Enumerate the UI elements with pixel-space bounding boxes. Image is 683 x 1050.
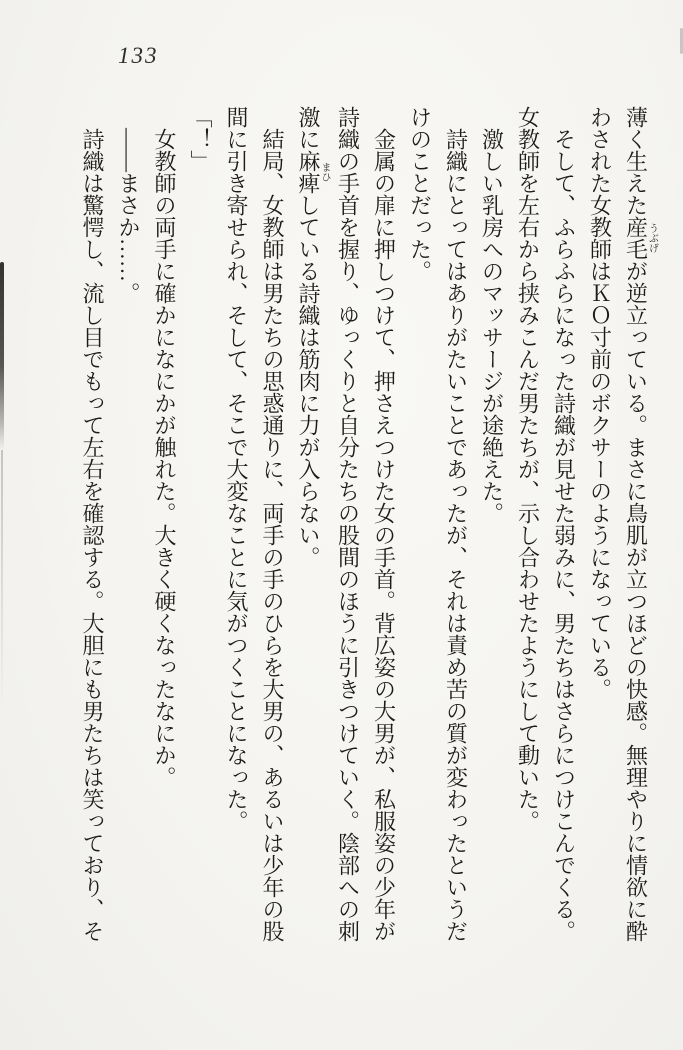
text-column: けのことだった。 — [407, 106, 433, 282]
text-column: 女教師の両手に確かになにかが触れた。大きく硬くなったなにか。 — [152, 128, 177, 788]
page-number: 133 — [118, 43, 159, 68]
scan-artifact-left-edge-faint — [1, 450, 3, 710]
text-column: そして、ふらふらになった詩織が見せた弱みに、男たちはさらにつけこんでくる。 — [551, 128, 577, 942]
text-column: 激しい乳房へのマッサージが途絶えた。 — [479, 128, 505, 524]
text-column: 薄く生えた産毛うぶげが逆立っている。まさに鳥肌が立つほどの快感。無理やりに情欲に酔 — [623, 106, 658, 942]
text-column: 結局、女教師は男たちの思惑通りに、両手の手のひらを大男の、あるいは少年の股 — [260, 128, 285, 942]
ruby-annotated-word: 麻痺まひ — [296, 150, 330, 194]
body-text — [74, 106, 657, 946]
text-column: 詩織は驚愕し、流し目でもって左右を確認する。大胆にも男たちは笑っており、そ — [80, 128, 105, 942]
furigana: うぶげ — [646, 216, 658, 260]
text-column: 金属の扉に押しつけて、押さえつけた女の手首。背広姿の大男が、私服姿の少年が — [371, 128, 397, 942]
text-column: 激に麻痺まひしている詩織は筋肉に力が入らない。 — [296, 106, 330, 568]
text-column: 女教師を左右から挟みこんだ男たちが、示し合わせたようにして動いた。 — [515, 106, 541, 832]
text-column: 詩織の手首を握り、ゆっくりと自分たちの股間のほうに引きつけていく。陰部への刺 — [335, 106, 361, 942]
text-column: 間に引き寄せられ、そして、そこで大変なことに気がつくことになった。 — [224, 106, 249, 832]
scan-artifact-left-edge — [0, 262, 4, 450]
text-column: 「！」 — [188, 106, 213, 172]
furigana: まひ — [319, 150, 330, 194]
text-column: 詩織にとってはありがたいことであったが、それは責め苦の質が変わったというだ — [443, 128, 469, 942]
ruby-annotated-word: 産毛うぶげ — [623, 216, 658, 260]
text-column: わされた女教師はＫＯ寸前のボクサーのようになっている。 — [587, 106, 613, 700]
text-column: ――まさか……。 — [116, 128, 141, 304]
